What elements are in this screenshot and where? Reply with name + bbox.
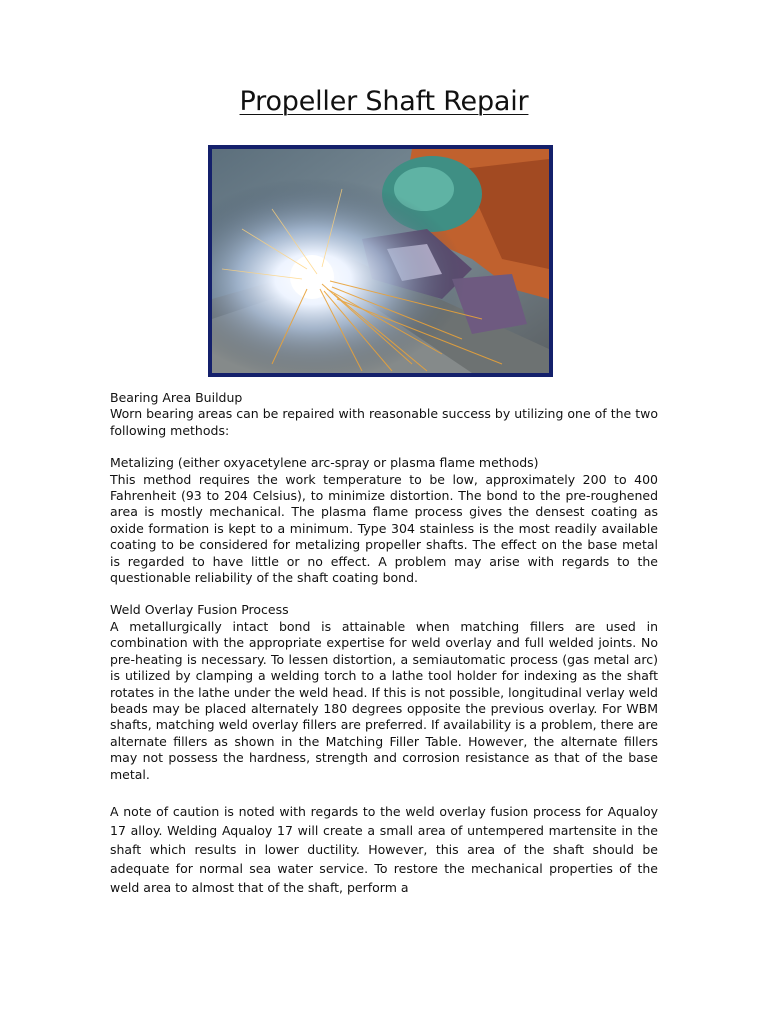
section-body-metalizing: This method requires the work temperature to be low, approximately 200 to 400 Fahrenheit (93 to 204 Celsius), to minimize distortion. The bond to the pre-roughened area is mostly mechanical. The plasma flame process gives the densest coating as oxide formation is kept to a minimum. Type 304 stainless is the most readily available coating to be considered for metalizing propeller shafts. The effect on the base metal is regarded to have little or no effect. A problem may arise with regards to the questionable reliability of the shaft coating bond.: [110, 471, 658, 586]
section-body-weld-overlay: A metallurgically intact bond is attainable when matching fillers are used in combination with the appropriate expertise for weld overlay and full welded joints. No pre-heating is necessary. To lessen distortion, a semiautomatic process (gas metal arc) is utilized by clamping a welding torch to a lathe tool holder for indexing as the shaft rotates in the lathe under the weld head. If this is not possible, longitudinal verlay weld beads may be placed alternately 180 degrees opposite the previous overlay. For WBM shafts, matching weld overlay fillers are preferred. If availability is a problem, there are alternate fillers as shown in the Matching Filler Table. However, the alternate fillers may not possess the hardness, strength and corrosion resistance as that of the base metal.: [110, 618, 658, 782]
closing-paragraph: A note of caution is noted with regards to the weld overlay fusion process for Aqualoy 17 alloy. Welding Aqualoy 17 will create a small area of untempered martensite in the shaft which results in lower ductility. However, this area of the shaft should be adequate for normal sea water service. To restore the mechanical properties of the weld area to almost that of the shaft, perform a: [110, 803, 658, 895]
section-heading-metalizing: Metalizing (either oxyacetylene arc-spray or plasma flame methods): [110, 455, 539, 471]
section-heading-weld-overlay: Weld Overlay Fusion Process: [110, 602, 289, 618]
section-heading-bearing-area: Bearing Area Buildup: [110, 390, 243, 405]
welding-photo-frame: [208, 145, 553, 377]
page-title: Propeller Shaft Repair: [239, 86, 529, 117]
section-body-bearing-area: Worn bearing areas can be repaired with reasonable success by utilizing one of the two following methods:: [110, 406, 658, 438]
article-body: [110, 390, 658, 897]
welding-photo: [212, 149, 549, 373]
